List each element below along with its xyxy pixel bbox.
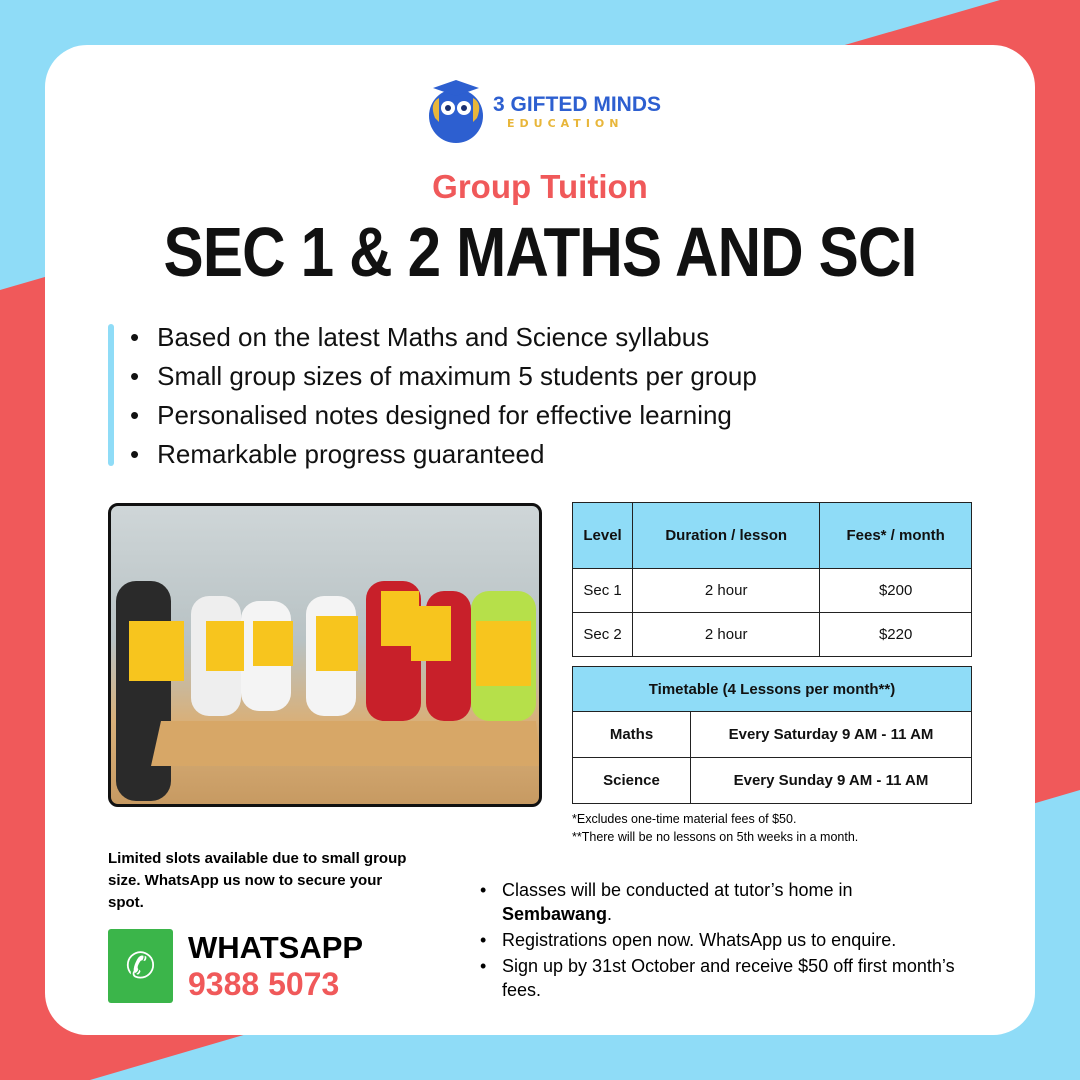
location: Sembawang (502, 904, 608, 924)
subtitle: Group Tuition (432, 168, 648, 205)
footnotes (572, 810, 914, 846)
footnote: **There will be no lessons on 5th weeks in a month. (572, 830, 859, 844)
list-item: • Remarkable progress guaranteed (130, 435, 757, 474)
cell: $200 (820, 569, 972, 613)
list-item: • Sign up by 31st October and receive $50 off first month’s fees. (480, 954, 960, 1002)
students-illustration (111, 506, 542, 807)
feature-list (130, 318, 757, 474)
cell: 2 hour (633, 569, 820, 613)
cell: Sec 1 (573, 569, 633, 613)
table-row (573, 569, 972, 613)
table-row (573, 758, 972, 804)
column-header: Fees* / month (820, 503, 972, 569)
phone-icon: ✆ (108, 929, 173, 1003)
owl-logo-icon (425, 78, 487, 144)
list-item: • Personalised notes designed for effective learning (130, 396, 757, 435)
page-title: SEC 1 & 2 MATHS AND SCI (163, 213, 917, 291)
cell: Maths (573, 712, 691, 758)
accent-bar (108, 324, 114, 466)
timetable-header: Timetable (4 Lessons per month**) (573, 667, 972, 712)
info-text: . (607, 904, 613, 924)
list-item: • Registrations open now. WhatsApp us to enquire. (480, 928, 960, 952)
timetable (572, 666, 972, 804)
list-item: • Based on the latest Maths and Science syllabus (130, 318, 757, 357)
whatsapp-label: WHATSAPP (188, 930, 364, 965)
cell: Sec 2 (573, 613, 633, 657)
column-header: Duration / lesson (633, 503, 820, 569)
table-row (573, 712, 972, 758)
students-photo (108, 503, 542, 807)
logo-name: 3 GIFTED MINDS (493, 92, 662, 116)
info-text: Classes will be conducted at tutor’s home in (502, 880, 853, 900)
limited-slots-text: Limited slots available due to small group size. WhatsApp us now to secure your spot. (108, 850, 407, 911)
logo (425, 78, 907, 144)
logo-subtitle: EDUCATION (507, 116, 624, 130)
info-list (480, 878, 960, 1004)
cell: 2 hour (633, 613, 820, 657)
cell: Every Saturday 9 AM - 11 AM (691, 712, 972, 758)
cell: Science (573, 758, 691, 804)
table-row (573, 613, 972, 657)
whatsapp-number[interactable]: 9388 5073 (188, 966, 340, 1002)
cell: $220 (820, 613, 972, 657)
footnote: *Excludes one-time material fees of $50. (572, 812, 797, 826)
fees-table (572, 502, 972, 657)
list-item (480, 878, 960, 926)
column-header: Level (573, 503, 633, 569)
list-item: • Small group sizes of maximum 5 students per group (130, 357, 757, 396)
cell: Every Sunday 9 AM - 11 AM (691, 758, 972, 804)
